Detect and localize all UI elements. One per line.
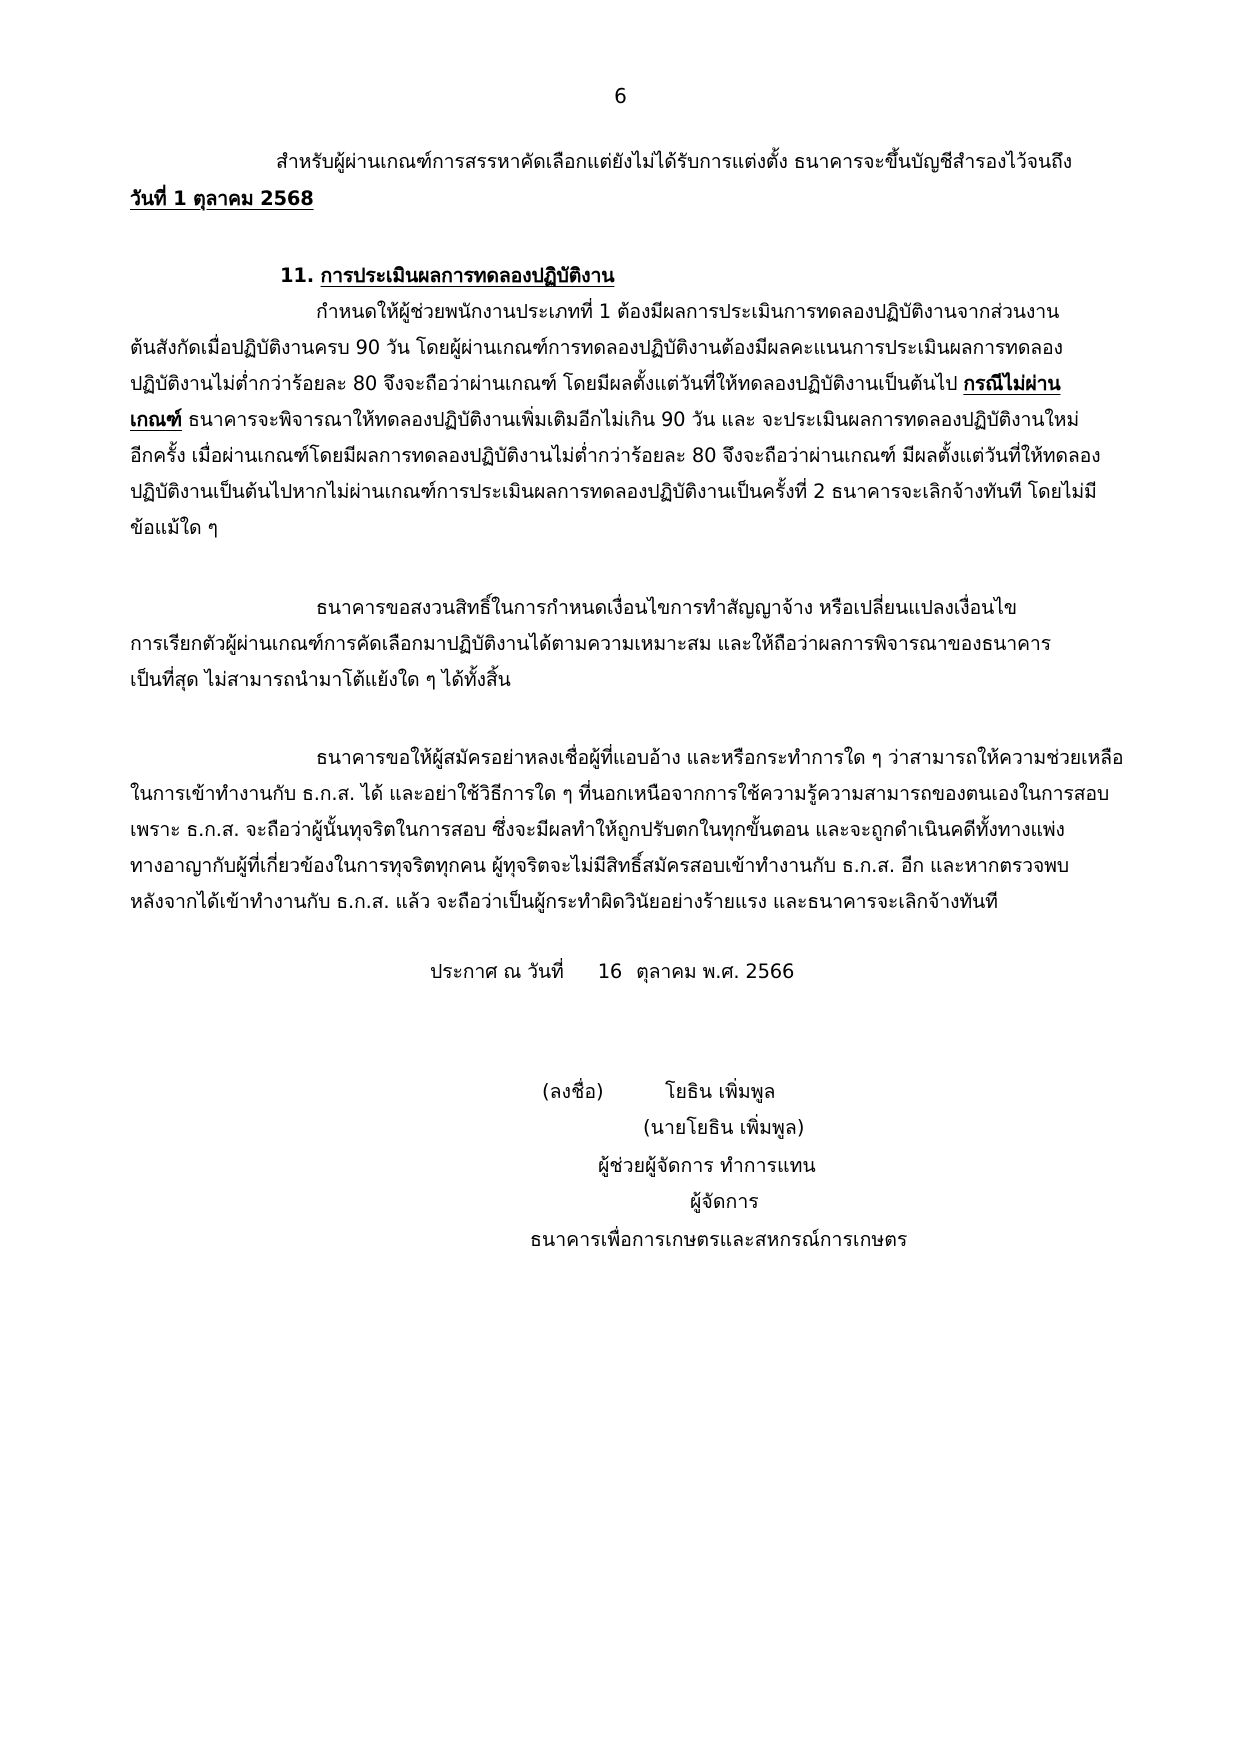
announcement-day: 16	[597, 960, 623, 983]
page-number: 6	[614, 84, 627, 108]
para1-line1: สำหรับผู้ผ่านเกณฑ์การสรรหาคัดเลือกแต่ยังไม่ได้รับการแต่งตั้ง ธนาคารจะขึ้นบัญชีสำรองไว้จนถึง	[276, 150, 1072, 173]
section11-line6: ปฏิบัติงานเป็นต้นไปหากไม่ผ่านเกณฑ์การประเมินผลการทดลองปฏิบัติงานเป็นครั้งที่ 2 ธนาคารจะเลิกจ้างทันที โดยไม่มี	[130, 480, 1097, 503]
section11-line5: อีกครั้ง เมื่อผ่านเกณฑ์โดยมีผลการทดลองปฏิบัติงานไม่ต่ำกว่าร้อยละ 80 จึงจะถือว่าผ่านเกณฑ์ มีผลตั้งแต่วันที่ให้ทดลอง	[130, 444, 1101, 467]
section11-fail-case: กรณีไม่ผ่าน	[963, 372, 1061, 395]
signatory-position-manager: ผู้จัดการ	[690, 1190, 759, 1213]
rights-line3: เป็นที่สุด ไม่สามารถนำมาโต้แย้งใด ๆ ได้ทั้งสิ้น	[130, 668, 511, 691]
signed-label: (ลงชื่อ)	[542, 1080, 604, 1103]
rights-line2: การเรียกตัวผู้ผ่านเกณฑ์การคัดเลือกมาปฏิบัติงานได้ตามความเหมาะสม และให้ถือว่าผลการพิจารณาของธนาคาร	[130, 632, 1051, 655]
section-title: การประเมินผลการทดลองปฏิบัติงาน	[320, 264, 615, 287]
warning-line5: หลังจากได้เข้าทำงานกับ ธ.ก.ส. แล้ว จะถือว่าเป็นผู้กระทำผิดวินัยอย่างร้ายแรง และธนาคารจะเลิกจ้างทันที	[130, 890, 998, 913]
section-number: 11.	[280, 264, 314, 287]
signed-name: โยธิน เพิ่มพูล	[665, 1080, 776, 1103]
section11-line4-text: ธนาคารจะพิจารณาให้ทดลองปฏิบัติงานเพิ่มเติมอีกไม่เกิน 90 วัน และ จะประเมินผลการทดลองปฏิบัติงานใหม่	[181, 408, 1079, 431]
announcement-prefix: ประกาศ ณ วันที่	[430, 960, 564, 983]
rights-line1: ธนาคารขอสงวนสิทธิ์ในการกำหนดเงื่อนไขการทำสัญญาจ้าง หรือเปลี่ยนแปลงเงื่อนไข	[316, 596, 1017, 619]
section-11-heading	[280, 258, 614, 294]
announcement-month-year: ตุลาคม พ.ศ. 2566	[636, 960, 795, 983]
signatory-position: ผู้ช่วยผู้จัดการ ทำการแทน	[598, 1154, 816, 1177]
section11-line2: ต้นสังกัดเมื่อปฏิบัติงานครบ 90 วัน โดยผู้ผ่านเกณฑ์การทดลองปฏิบัติงานต้องมีผลคะแนนการประเมินผลการทดลอง	[130, 336, 1063, 359]
section11-fail-case-cont: เกณฑ์	[130, 408, 182, 431]
section11-line3	[130, 366, 1060, 402]
warning-line1: ธนาคารขอให้ผู้สมัครอย่าหลงเชื่อผู้ที่แอบอ้าง และหรือกระทำการใด ๆ ว่าสามารถให้ความช่วยเหลือ	[316, 746, 1124, 769]
section11-line1: กำหนดให้ผู้ช่วยพนักงานประเภทที่ 1 ต้องมีผลการประเมินการทดลองปฏิบัติงานจากส่วนงาน	[316, 300, 1060, 323]
organization-name: ธนาคารเพื่อการเกษตรและสหกรณ์การเกษตร	[530, 1228, 908, 1251]
signatory-full-name: (นายโยธิน เพิ่มพูล)	[643, 1116, 805, 1139]
announcement-date	[430, 954, 794, 990]
reserve-list-date: วันที่ 1 ตุลาคม 2568	[130, 187, 314, 210]
section11-line4	[130, 402, 1079, 438]
warning-line3: เพราะ ธ.ก.ส. จะถือว่าผู้นั้นทุจริตในการสอบ ซึ่งจะมีผลทำให้ถูกปรับตกในทุกขั้นตอน และจะถูกดำเนินคดีทั้งทางแพ่ง	[130, 818, 1065, 841]
section11-line7: ข้อแม้ใด ๆ	[130, 516, 218, 539]
section11-line3-text: ปฏิบัติงานไม่ต่ำกว่าร้อยละ 80 จึงจะถือว่าผ่านเกณฑ์ โดยมีผลตั้งแต่วันที่ให้ทดลองปฏิบัติงานเป็นต้นไป	[130, 372, 964, 395]
warning-line2: ในการเข้าทำงานกับ ธ.ก.ส. ได้ และอย่าใช้วิธีการใด ๆ ที่นอกเหนือจากการใช้ความรู้ความสามารถของตนเองในการสอบ	[130, 782, 1110, 805]
warning-line4: ทางอาญากับผู้ที่เกี่ยวข้องในการทุจริตทุกคน ผู้ทุจริตจะไม่มีสิทธิ์สมัครสอบเข้าทำงานกับ ธ.ก.ส. อีก และหากตรวจพบ	[130, 854, 1069, 877]
